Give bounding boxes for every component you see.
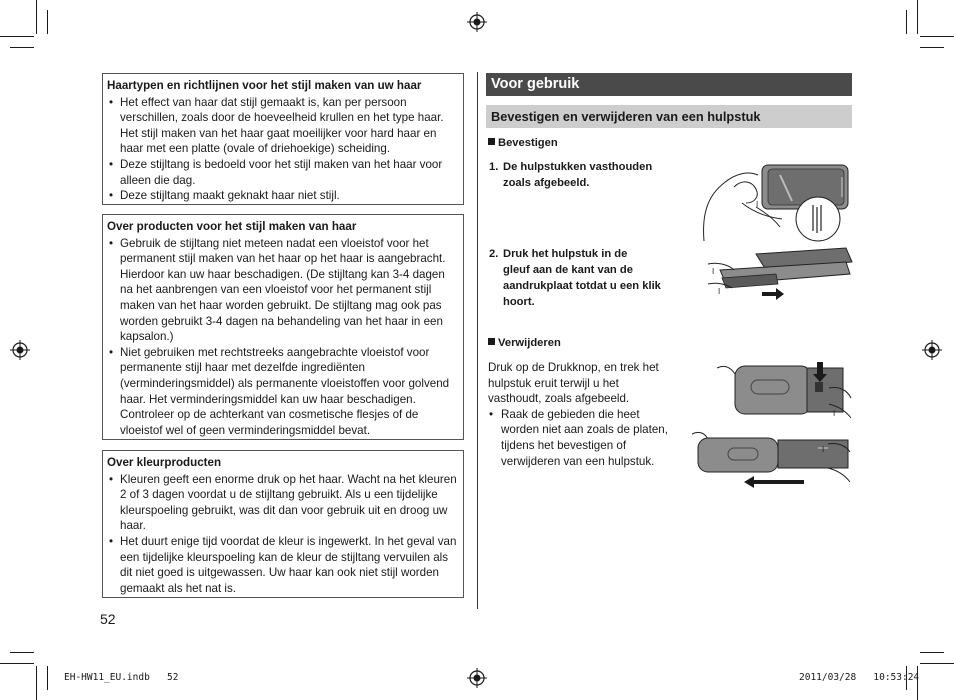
square-bullet-icon: [488, 138, 495, 145]
svg-text:I: I: [756, 200, 759, 209]
footer-page: 52: [166, 672, 179, 683]
insert-attachment-illustration: [706, 244, 854, 300]
remove-label: [488, 337, 561, 349]
bullet-item: • Raak de gebieden die heet worden niet aan zoals de platen, tijdens het bevestigen of verwijderen van een hulpstuk.: [488, 407, 670, 469]
svg-text:I: I: [822, 445, 825, 454]
box-title: Over producten voor het stijl maken van haar: [107, 220, 357, 233]
footer-file: [64, 672, 178, 683]
crop-mark: [10, 47, 34, 48]
bullet-item: • Niet gebruiken met rechtstreeks aangebrachte vloeistof voor permanente stijl haar met dezelfde ingrediënten (verminderingsmiddel) als permanente vloeistoffen voor golvend haar. Het verminderingsmiddel kan uw haar beschadigen. Controleer op de achterkant van cosmetische flesjes of de vloeistof wel of geen verminderingsmiddel bevat.: [107, 345, 459, 439]
crop-mark: [920, 663, 954, 664]
crop-mark: [906, 10, 907, 34]
registration-mark-icon: [467, 668, 487, 688]
bullet-item: • Het effect van haar dat stijl gemaakt is, kan per persoon verschillen, zoals door de hoeveelheid krullen en het type haar. Het stijl maken van het haar gaat moeilijker voor hard haar en haar met een platte (ovale of driehoekige) scheiding.: [107, 95, 459, 157]
section-title: Voor gebruik: [486, 73, 852, 96]
svg-text:I: I: [718, 287, 721, 296]
step-number: 2.: [489, 248, 499, 260]
page-number: 52: [100, 611, 116, 627]
hand-holding-attachment-illustration: [696, 157, 852, 243]
bullet-list: [107, 236, 459, 439]
box-title: Haartypen en richtlijnen voor het stijl maken van uw haar: [107, 79, 422, 92]
crop-mark: [920, 36, 954, 37]
crop-mark: [920, 652, 944, 653]
bullet-item: • Deze stijltang maakt geknakt haar niet stijl.: [107, 188, 459, 204]
registration-mark-icon: [922, 340, 942, 360]
pull-attachment-illustration: [688, 428, 854, 488]
crop-mark: [36, 0, 37, 34]
crop-mark: [917, 0, 918, 34]
bullet-item: • Gebruik de stijltang niet meteen nadat een vloeistof voor het permanent stijl maken van het haar op het haar is aangebracht. Hierdoor kan uw haar beschadigen. (De stijltang kan 3-4 dagen na het aanbrengen van een vloeistof voor het permanent stijl maken van het haar worden gebruikt. De stijltang mag ook pas worden gebruikt 3-4 dagen na behandeling van het haar in een kapsalon.): [107, 236, 459, 345]
bullet-item: • Deze stijltang is bedoeld voor het stijl maken van het haar voor alleen die dag.: [107, 157, 459, 188]
attach-label-text: Bevestigen: [498, 137, 558, 149]
step-1: [489, 159, 679, 191]
step-number: 1.: [489, 161, 499, 173]
bullet-list: [107, 95, 459, 204]
styling-products-box: [102, 214, 464, 440]
bullet-list: [107, 472, 459, 597]
registration-mark-icon: [467, 12, 487, 32]
step-2: [489, 246, 664, 310]
svg-text:I: I: [833, 409, 836, 418]
crop-mark: [920, 47, 944, 48]
colour-products-box: [102, 450, 464, 598]
step-text: Druk het hulpstuk in de: [503, 248, 628, 260]
step-text: De hulpstukken vasthouden: [503, 161, 653, 173]
footer-filename: EH-HW11_EU.indb: [64, 672, 150, 683]
step-text: zoals afgebeeld.: [503, 177, 590, 189]
press-button-illustration: [711, 360, 854, 422]
footer-timestamp: [799, 672, 919, 683]
square-bullet-icon: [488, 338, 495, 345]
subsection-title: Bevestigen en verwijderen van een hulpstuk: [486, 105, 852, 128]
crop-mark: [36, 666, 37, 700]
svg-text:I: I: [712, 267, 715, 276]
crop-mark: [10, 652, 34, 653]
attach-label: [488, 137, 558, 149]
step-text: gleuf aan de kant van de aandrukplaat totdat u een klik hoort.: [503, 264, 661, 308]
hair-types-box: [102, 73, 464, 205]
crop-mark: [0, 663, 34, 664]
crop-mark: [0, 36, 34, 37]
remove-instructions: [488, 360, 670, 469]
bullet-item: • Het duurt enige tijd voordat de kleur is ingewerkt. In het geval van een tijdelijke kleurspoeling kan de kleur de stijltang vervuilen als dit niet goed is uitgewassen. Uw haar kan ook niet stijl worden gemaakt als het nat is.: [107, 534, 459, 596]
footer-time: 10:53:24: [873, 672, 920, 683]
bullet-item: • Kleuren geeft een enorme druk op het haar. Wacht na het kleuren 2 of 3 dagen voordat u de stijltang gebruikt. Als u een tijdelijke kleurspoeling gebruikt, was dit dan voor gebruik uit en droog uw haar.: [107, 472, 459, 534]
remove-paragraph: Druk op de Drukknop, en trek het hulpstuk eruit terwijl u het vasthoudt, zoals afgebeeld.: [488, 361, 659, 406]
bullet-list: [488, 407, 670, 469]
footer-date: 2011/03/28: [799, 672, 857, 683]
remove-label-text: Verwijderen: [498, 337, 561, 349]
registration-mark-icon: [10, 340, 30, 360]
crop-mark: [47, 666, 48, 690]
box-title: Over kleurproducten: [107, 456, 222, 469]
column-divider: [477, 72, 478, 609]
crop-mark: [47, 10, 48, 34]
